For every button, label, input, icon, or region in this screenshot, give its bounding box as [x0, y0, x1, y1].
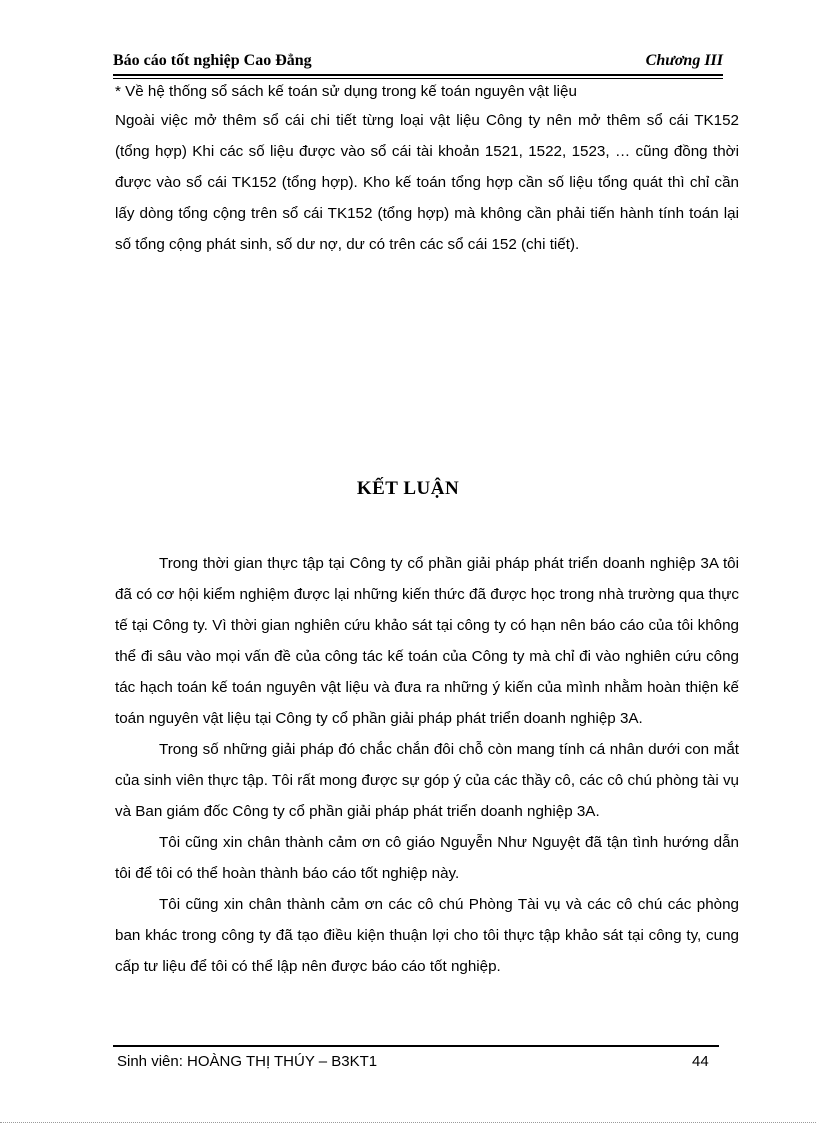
conclusion-paragraph: Tôi cũng xin chân thành cảm ơn các cô chú Phòng Tài vụ và các cô chú các phòng ban khác trong công ty đã tạo điều kiện thuận lợi cho tôi thực tập khảo sát tại công ty, cung cấp tư liệu để tôi có thể lập nên được báo cáo tốt nghiệp. [115, 896, 739, 975]
conclusion-paragraph: Trong thời gian thực tập tại Công ty cổ phần giải pháp phát triển doanh nghiệp 3A tôi đã có cơ hội kiểm nghiệm được lại những kiến thức đã được học trong nhà trường qua thực tế tại Công ty. Vì thời gian nghiên cứu khảo sát tại công ty có hạn nên báo cáo của tôi không thể đi sâu vào mọi vấn đề của công tác kế toán của Công ty mà chỉ đi vào nghiên cứu công tác hạch toán kế toán nguyên vật liệu và đưa ra những ý kiến của mình nhằm hoàn thiện kế toán nguyên vật liệu tại Công ty cổ phần giải pháp phát triển doanh nghiệp 3A. [115, 555, 739, 727]
section-bullet-heading: * Về hệ thống sổ sách kế toán sử dụng trong kế toán nguyên vật liệu [115, 83, 577, 100]
conclusion-title: KẾT LUẬN [356, 478, 460, 499]
footer-student-name: Sinh viên: HOÀNG THỊ THÚY – B3KT1 [117, 1053, 378, 1070]
accounting-books-section [115, 78, 739, 260]
header-chapter: Chương III [645, 52, 723, 69]
conclusion-paragraph: Trong số những giải pháp đó chắc chắn đôi chỗ còn mang tính cá nhân dưới con mắt của sinh viên thực tập. Tôi rất mong được sự góp ý của các thầy cô, các cô chú phòng tài vụ và Ban giám đốc Công ty cổ phần giải pháp phát triển doanh nghiệp 3A. [115, 741, 739, 820]
footer-divider [113, 1045, 719, 1047]
conclusion-body [115, 548, 739, 982]
body-paragraph: Ngoài việc mở thêm sổ cái chi tiết từng loại vật liệu Công ty nên mở thêm sổ cái TK152 (tổng hợp) Khi các số liệu được vào sổ cái tài khoản 1521, 1522, 1523, … cũng đồng thời được vào sổ cái TK152 (tổng hợp). Kho kế toán tổng hợp cần số liệu tổng quát thì chỉ cần lấy dòng tổng cộng trên sổ cái TK152 (tổng hợp) mà không cần phải tiến hành tính toán lại số tổng cộng phát sinh, số dư nợ, dư có trên các sổ cái 152 (chi tiết). [115, 112, 739, 253]
conclusion-paragraph: Tôi cũng xin chân thành cảm ơn cô giáo Nguyễn Như Nguyệt đã tận tình hướng dẫn tôi để tôi có thể hoàn thành báo cáo tốt nghiệp này. [115, 834, 739, 882]
page-number: 44 [692, 1053, 709, 1070]
page-header [113, 50, 723, 76]
header-report-title: Báo cáo tốt nghiệp Cao Đẳng [113, 52, 312, 69]
